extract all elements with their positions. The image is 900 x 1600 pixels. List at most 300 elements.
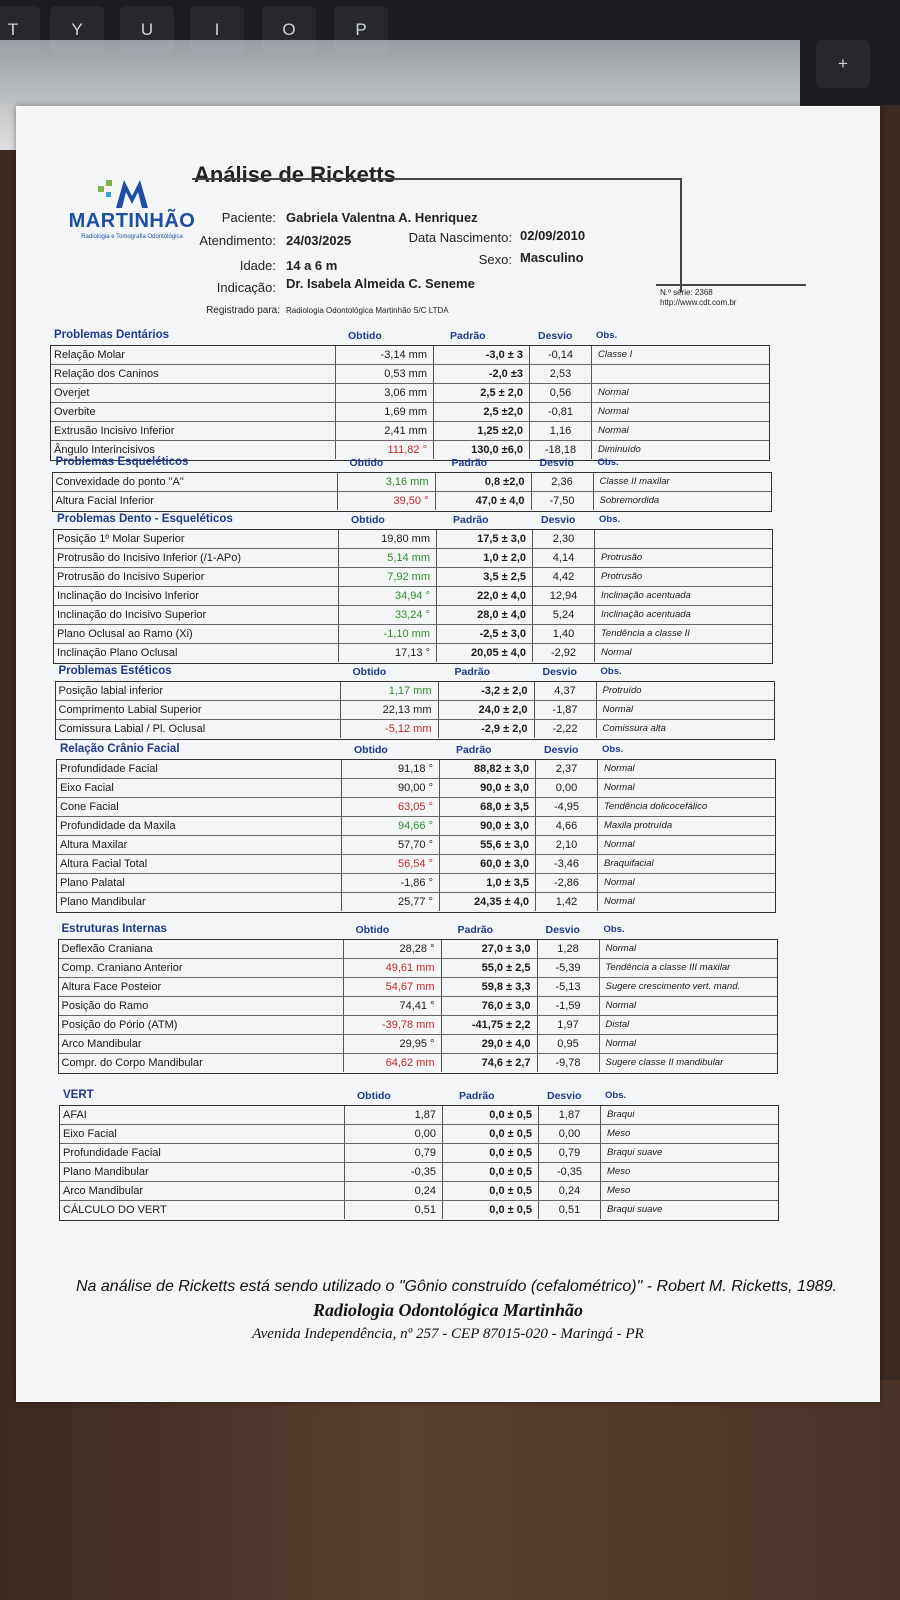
row-obtido: 3,16 mm [337,473,435,491]
row-desvio: 2,10 [535,836,597,854]
row-desvio: -1,59 [537,997,599,1015]
column-header-padrao: Padrão [453,514,489,526]
sex-label: Sexo: [478,252,512,267]
column-header-obtido: Obtido [355,924,390,936]
row-obs: Diminuído [591,441,769,459]
key-p: P [334,6,388,54]
row-desvio: -0,14 [529,346,591,364]
row-obtido: 1,17 mm [340,682,438,700]
row-desvio: -3,46 [535,855,597,873]
row-label: Deflexão Craniana [61,943,153,955]
column-header-obs: Obs. [597,457,619,468]
logo-name: MARTINHÃO [68,210,196,232]
row-label: Overbite [54,406,96,418]
row-obs: Braqui suave [600,1144,778,1162]
row-label: Arco Mandibular [61,1038,142,1050]
row-label: AFAI [63,1109,87,1121]
table-row [54,644,772,663]
table-row [60,1201,778,1220]
row-padrao: 2,5 ±2,0 [433,403,529,421]
row-obtido: 94,66 ° [341,817,439,835]
column-header-padrao: Padrão [451,457,488,469]
row-desvio: 12,94 [532,587,594,605]
row-obtido: -1,86 ° [341,874,439,892]
section-title: VERT [63,1089,94,1101]
row-desvio: 1,87 [538,1106,600,1124]
key-i: I [190,6,244,54]
row-label: Comp. Craniano Anterior [61,962,183,974]
table-row [54,568,772,587]
row-desvio: 2,30 [532,530,594,548]
row-obs: Braquifacial [597,855,775,873]
row-obs: Normal [599,997,777,1015]
table-row [59,1054,777,1073]
row-label: Relação dos Caninos [54,368,159,380]
column-header-desvio: Desvio [542,666,577,678]
row-obtido: 3,06 mm [335,384,433,402]
row-desvio: 4,66 [535,817,597,835]
table-row [57,893,775,912]
row-obs: Normal [597,760,775,778]
row-obtido: 64,62 mm [343,1054,441,1072]
registered-value: Radiologia Odontológica Martinhão S/C LTDA [286,306,449,315]
registered-label: Registrado para: [206,305,280,316]
row-obs: Protrusão [594,568,772,586]
row-obtido: 0,24 [344,1182,442,1200]
row-padrao: 130,0 ±6,0 [433,441,529,459]
table-row [59,978,777,997]
table-row [59,959,777,978]
row-padrao: 55,6 ± 3,0 [439,836,535,854]
row-padrao: 1,25 ±2,0 [433,422,529,440]
indication-label: Indicação: [216,280,276,295]
row-obs: Normal [596,701,774,719]
table-row [56,720,774,739]
footer-address: Avenida Independência, nº 257 - CEP 87015-020 - Maringá - PR [252,1326,644,1342]
table-row [60,1144,778,1163]
report-sheet [16,106,880,1402]
row-desvio: -7,50 [531,492,593,510]
row-obs: Braqui suave [600,1201,778,1219]
row-label: Relação Molar [54,349,125,361]
row-label: Posição do Ramo [61,1000,149,1012]
table-row [51,384,769,403]
column-header-desvio: Desvio [538,330,573,342]
section-table [52,472,772,512]
section-table [56,759,776,913]
row-label: Posição do Pório (ATM) [61,1019,178,1031]
row-obtido: 91,18 ° [341,760,439,778]
row-label: Plano Mandibular [60,896,146,908]
row-obs: Tendência dolicocefálico [597,798,775,816]
row-padrao: 59,8 ± 3,3 [441,978,537,996]
desk-surface [0,1380,900,1600]
row-obs: Normal [597,836,775,854]
row-obs: Classe II maxilar [593,473,771,491]
column-header-padrao: Padrão [456,744,492,756]
row-obtido: 111,82 ° [335,441,433,459]
table-row [60,1182,778,1201]
row-obtido: 0,79 [344,1144,442,1162]
row-padrao: 17,5 ± 3,0 [436,530,532,548]
row-padrao: 24,0 ± 2,0 [438,701,534,719]
table-row [51,403,769,422]
row-obtido: 56,54 ° [341,855,439,873]
row-label: Posição labial inferior [58,685,164,697]
row-padrao: 88,82 ± 3,0 [439,760,535,778]
row-desvio: -0,81 [529,403,591,421]
row-label: Extrusão Incisivo Inferior [54,425,175,437]
row-label: Plano Oclusal ao Ramo (Xi) [57,628,193,640]
row-padrao: 0,8 ±2,0 [435,473,531,491]
row-desvio: 0,00 [538,1125,600,1143]
row-obs: Normal [594,644,772,662]
row-obs: Inclinação acentuada [594,587,772,605]
table-row [54,587,772,606]
row-obtido: 1,87 [344,1106,442,1124]
column-header-obs: Obs. [599,514,621,525]
row-obtido: 2,41 mm [335,422,433,440]
table-row [56,701,774,720]
table-row [60,1106,778,1125]
row-desvio: 1,16 [529,422,591,440]
row-label: Protrusão do Incisivo Inferior (/1-APo) [57,552,242,564]
row-obs: Normal [599,940,777,958]
row-padrao: 0,0 ± 0,5 [442,1125,538,1143]
row-obtido: -5,12 mm [340,720,438,738]
row-label: Altura Facial Total [60,858,148,870]
row-obtido: 0,00 [344,1125,442,1143]
row-label: Posição 1º Molar Superior [57,533,185,545]
table-row [59,940,777,959]
column-header-obs: Obs. [600,666,622,677]
row-obtido: 90,00 ° [341,779,439,797]
logo-mark-icon [98,176,154,210]
row-obtido: 7,92 mm [338,568,436,586]
row-desvio: 2,37 [535,760,597,778]
row-padrao: 60,0 ± 3,0 [439,855,535,873]
table-row [56,682,774,701]
row-desvio: 4,37 [534,682,596,700]
row-padrao: 90,0 ± 3,0 [439,817,535,835]
row-desvio: 0,00 [535,779,597,797]
section-title: Problemas Dento - Esqueléticos [57,513,233,525]
row-obs: Meso [600,1163,778,1181]
row-obtido: 33,24 ° [338,606,436,624]
row-label: Plano Palatal [60,877,125,889]
section-title: Problemas Estéticos [58,665,172,677]
row-obtido: -1,10 mm [338,625,436,643]
table-row [60,1163,778,1182]
row-obs [591,365,769,383]
birthdate-value: 02/09/2010 [520,228,586,243]
row-obtido: 28,28 ° [343,940,441,958]
row-label: Convexidade do ponto "A" [55,476,184,488]
row-padrao: 76,0 ± 3,0 [441,997,537,1015]
row-desvio: -2,92 [532,644,594,662]
row-label: Compr. do Corpo Mandibular [61,1057,203,1069]
serial-number: N.º série: 2368 [660,288,713,297]
row-padrao: 28,0 ± 4,0 [436,606,532,624]
row-label: Profundidade Facial [60,763,158,775]
logo-tagline: Radiologia e Tomografia Odontológica [81,234,183,240]
row-label: Altura Maxilar [60,839,128,851]
row-padrao: 68,0 ± 3,5 [439,798,535,816]
row-padrao: 47,0 ± 4,0 [435,492,531,510]
section-title: Problemas Dentários [54,329,170,341]
column-header-obtido: Obtido [357,1090,391,1102]
row-obtido: 17,13 ° [338,644,436,662]
age-label: Idade: [239,258,276,273]
row-obs: Braqui [600,1106,778,1124]
table-row [59,1035,777,1054]
row-obtido: 0,51 [344,1201,442,1219]
column-header-obtido: Obtido [351,514,385,526]
table-row [60,1125,778,1144]
row-padrao: 27,0 ± 3,0 [441,940,537,958]
column-header-padrao: Padrão [457,924,494,936]
column-header-obtido: Obtido [352,666,387,678]
row-obtido: 19,80 mm [338,530,436,548]
table-row [59,1016,777,1035]
key-t: T [0,6,40,54]
row-desvio: 0,56 [529,384,591,402]
row-label: Profundidade Facial [63,1147,161,1159]
column-header-desvio: Desvio [541,514,576,526]
row-label: Protrusão do Incisivo Superior [57,571,205,583]
row-padrao: 22,0 ± 4,0 [436,587,532,605]
sex-value: Masculino [520,250,584,265]
table-row [57,817,775,836]
row-label: Ângulo Interincisivos [54,444,155,456]
table-row [57,760,775,779]
row-label: Plano Mandibular [63,1166,149,1178]
column-header-desvio: Desvio [545,924,580,936]
row-padrao: -41,75 ± 2,2 [441,1016,537,1034]
column-header-desvio: Desvio [547,1090,582,1102]
row-desvio: 1,42 [535,893,597,911]
row-padrao: 55,0 ± 2,5 [441,959,537,977]
row-label: Eixo Facial [63,1128,117,1140]
table-row [57,874,775,893]
row-obs: Sobremordida [593,492,771,510]
row-obs: Normal [597,893,775,911]
section-title: Estruturas Internas [61,923,167,935]
table-row [51,346,769,365]
row-desvio: 0,79 [538,1144,600,1162]
row-padrao: 3,5 ± 2,5 [436,568,532,586]
row-padrao: 24,35 ± 4,0 [439,893,535,911]
row-padrao: 1,0 ± 3,5 [439,874,535,892]
row-desvio: 0,95 [537,1035,599,1053]
row-label: Comprimento Labial Superior [58,704,202,716]
row-obtido: 25,77 ° [341,893,439,911]
row-label: Arco Mandibular [63,1185,144,1197]
section-table [50,345,770,461]
row-obtido: 5,14 mm [338,549,436,567]
row-padrao: -2,9 ± 2,0 [438,720,534,738]
row-obtido: 29,95 ° [343,1035,441,1053]
row-obs: Meso [600,1125,778,1143]
column-header-obs: Obs. [596,330,618,341]
row-obs: Comissura alta [596,720,774,738]
row-padrao: 0,0 ± 0,5 [442,1201,538,1219]
row-padrao: -2,0 ±3 [433,365,529,383]
row-desvio: -9,78 [537,1054,599,1072]
row-obtido: -0,35 [344,1163,442,1181]
table-row [51,422,769,441]
row-desvio: -1,87 [534,701,596,719]
section-table [53,529,773,664]
section-table [59,1105,779,1221]
row-obs: Normal [597,874,775,892]
row-desvio: -2,22 [534,720,596,738]
footer-note: Na análise de Ricketts está sendo utilizado o "Gônio construído (cefalométrico)" - Robert M. Ricketts, 1989. [76,1278,838,1295]
row-label: CÁLCULO DO VERT [63,1204,167,1216]
column-header-obtido: Obtido [348,330,382,342]
row-desvio: 4,42 [532,568,594,586]
section-table [58,939,778,1074]
row-desvio: 1,40 [532,625,594,643]
row-obs: Normal [591,403,769,421]
row-label: Inclinação do Incisivo Inferior [57,590,199,602]
row-desvio: -2,86 [535,874,597,892]
row-padrao: 2,5 ± 2,0 [433,384,529,402]
row-label: Cone Facial [60,801,119,813]
row-obs: Normal [591,384,769,402]
row-obs: Tendência a classe III maxilar [599,959,777,977]
row-padrao: 0,0 ± 0,5 [442,1106,538,1124]
row-label: Inclinação do Incisivo Superior [57,609,207,621]
row-desvio: -5,13 [537,978,599,996]
row-obtido: 22,13 mm [340,701,438,719]
row-obs: Tendência a classe II [594,625,772,643]
row-obs: Sugere crescimento vert. mand. [599,978,777,996]
footer-clinic: Radiologia Odontológica Martinhão [312,1300,584,1320]
row-padrao: 29,0 ± 4,0 [441,1035,537,1053]
row-label: Altura Facial Inferior [55,495,154,507]
header-frame-tail [656,284,806,286]
row-obtido: 74,41 ° [343,997,441,1015]
row-label: Eixo Facial [60,782,114,794]
row-padrao: -2,5 ± 3,0 [436,625,532,643]
row-padrao: 1,0 ± 2,0 [436,549,532,567]
row-desvio: 2,36 [531,473,593,491]
table-row [54,625,772,644]
table-row [51,365,769,384]
row-desvio: -5,39 [537,959,599,977]
section-table [55,681,775,740]
column-header-padrao: Padrão [454,666,491,678]
row-desvio: 2,53 [529,365,591,383]
column-header-desvio: Desvio [544,744,579,756]
row-obs: Protrusão [594,549,772,567]
appointment-label: Atendimento: [199,233,276,248]
row-padrao: 0,0 ± 0,5 [442,1144,538,1162]
row-obtido: -3,14 mm [335,346,433,364]
row-label: Overjet [54,387,90,399]
table-row [54,606,772,625]
row-obtido: 63,05 ° [341,798,439,816]
website-url: http://www.cdt.com.br [660,298,737,307]
row-obtido: 0,53 mm [335,365,433,383]
birthdate-label: Data Nascimento: [408,230,512,245]
key-o: O [262,6,316,54]
age-value: 14 a 6 m [286,258,338,273]
row-padrao: -3,2 ± 2,0 [438,682,534,700]
column-header-obs: Obs. [603,924,625,935]
table-row [57,779,775,798]
table-row [57,798,775,817]
row-obs: Normal [599,1035,777,1053]
table-row [53,473,771,492]
key-plus: + [816,40,870,88]
patient-name: Gabriela Valentna A. Henriquez [286,210,478,225]
column-header-obtido: Obtido [354,744,388,756]
row-padrao: 90,0 ± 3,0 [439,779,535,797]
row-desvio: 0,51 [538,1201,600,1219]
row-desvio: 4,14 [532,549,594,567]
row-desvio: 5,24 [532,606,594,624]
appointment-date: 24/03/2025 [286,233,352,248]
column-header-desvio: Desvio [539,457,574,469]
row-label: Profundidade da Maxila [60,820,176,832]
row-desvio: 1,97 [537,1016,599,1034]
table-row [54,549,772,568]
row-obtido: -39,78 mm [343,1016,441,1034]
row-obs: Sugere classe II mandibular [599,1054,777,1072]
row-obs: Inclinação acentuada [594,606,772,624]
table-row [57,855,775,874]
key-y: Y [50,6,104,54]
column-header-padrao: Padrão [459,1090,495,1102]
row-desvio: -18,18 [529,441,591,459]
row-label: Inclinação Plano Oclusal [57,647,178,659]
row-padrao: 74,6 ± 2,7 [441,1054,537,1072]
row-padrao: 0,0 ± 0,5 [442,1163,538,1181]
table-row [53,492,771,511]
row-desvio: -4,95 [535,798,597,816]
column-header-padrao: Padrão [450,330,486,342]
indication-value: Dr. Isabela Almeida C. Seneme [286,276,475,291]
row-obtido: 49,61 mm [343,959,441,977]
row-desvio: 1,28 [537,940,599,958]
column-header-obs: Obs. [605,1090,627,1101]
table-row [59,997,777,1016]
key-u: U [120,6,174,54]
row-obs: Normal [591,422,769,440]
row-obs: Protruído [596,682,774,700]
row-obtido: 57,70 ° [341,836,439,854]
section-title: Relação Crânio Facial [60,743,180,755]
section-title: Problemas Esqueléticos [55,456,189,468]
row-obs: Classe I [591,346,769,364]
table-row [57,836,775,855]
row-obs [594,530,772,548]
row-label: Altura Face Posteior [61,981,162,993]
row-obs: Maxila protruída [597,817,775,835]
table-row [54,530,772,549]
row-obtido: 39,50 ° [337,492,435,510]
row-obs: Meso [600,1182,778,1200]
row-label: Comissura Labial / Pl. Oclusal [58,723,206,735]
row-obtido: 54,67 mm [343,978,441,996]
row-obs: Normal [597,779,775,797]
row-desvio: 0,24 [538,1182,600,1200]
row-padrao: -3,0 ± 3 [433,346,529,364]
row-desvio: -0,35 [538,1163,600,1181]
column-header-obs: Obs. [602,744,624,755]
